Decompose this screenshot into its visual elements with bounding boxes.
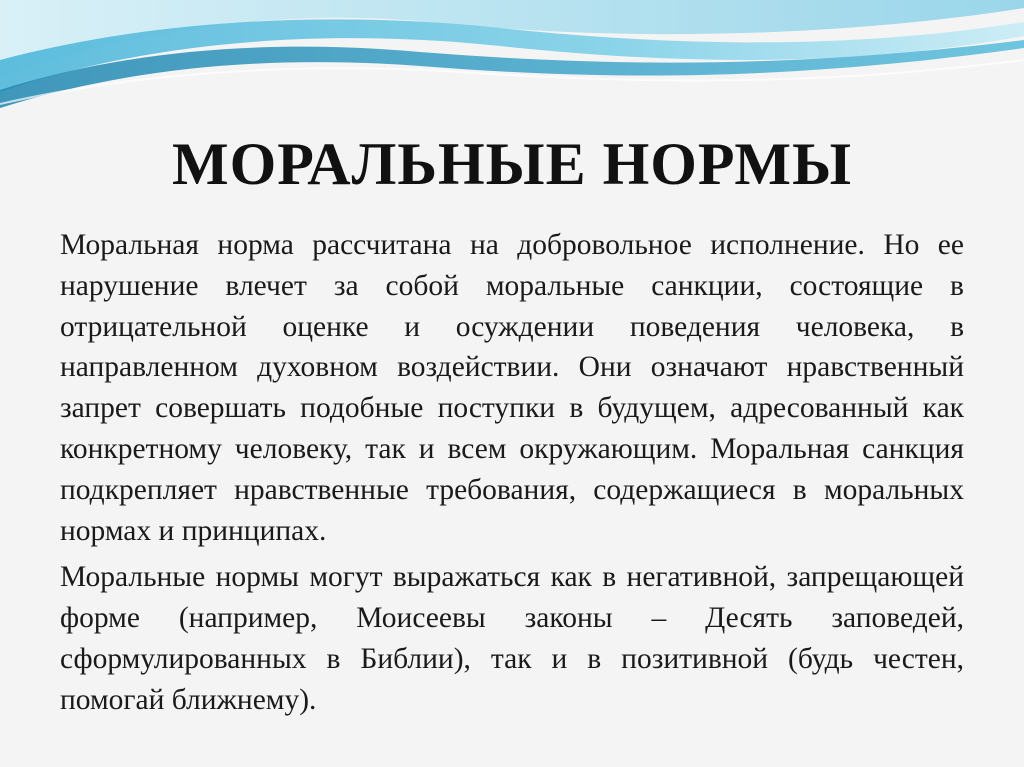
body-paragraph-1: Моральная норма рассчитана на добровольное исполнение. Но ее нарушение влечет за собой моральные санкции, состоящие в отрицательной оценке и осуждении поведения человека, в направленном духовном воздействии. Они означают нравственный запрет совершать подобные поступки в будущем, адресованный как конкретному человеку, так и всем окружающим. Моральная санкция подкрепляет нравственные требования, содержащиеся в моральных нормах и принципах.	[60, 229, 964, 547]
header-wave-decoration	[0, 0, 1024, 120]
body-paragraph-2: Моральные нормы могут выражаться как в негативной, запрещающей форме (например, Моисеевы законы – Десять заповедей, сформулированных в Библии), так и в позитивной (будь честен, помогай ближнему).	[60, 561, 964, 716]
slide-title: МОРАЛЬНЫЕ НОРМЫ	[172, 131, 852, 197]
slide-body	[60, 225, 964, 727]
